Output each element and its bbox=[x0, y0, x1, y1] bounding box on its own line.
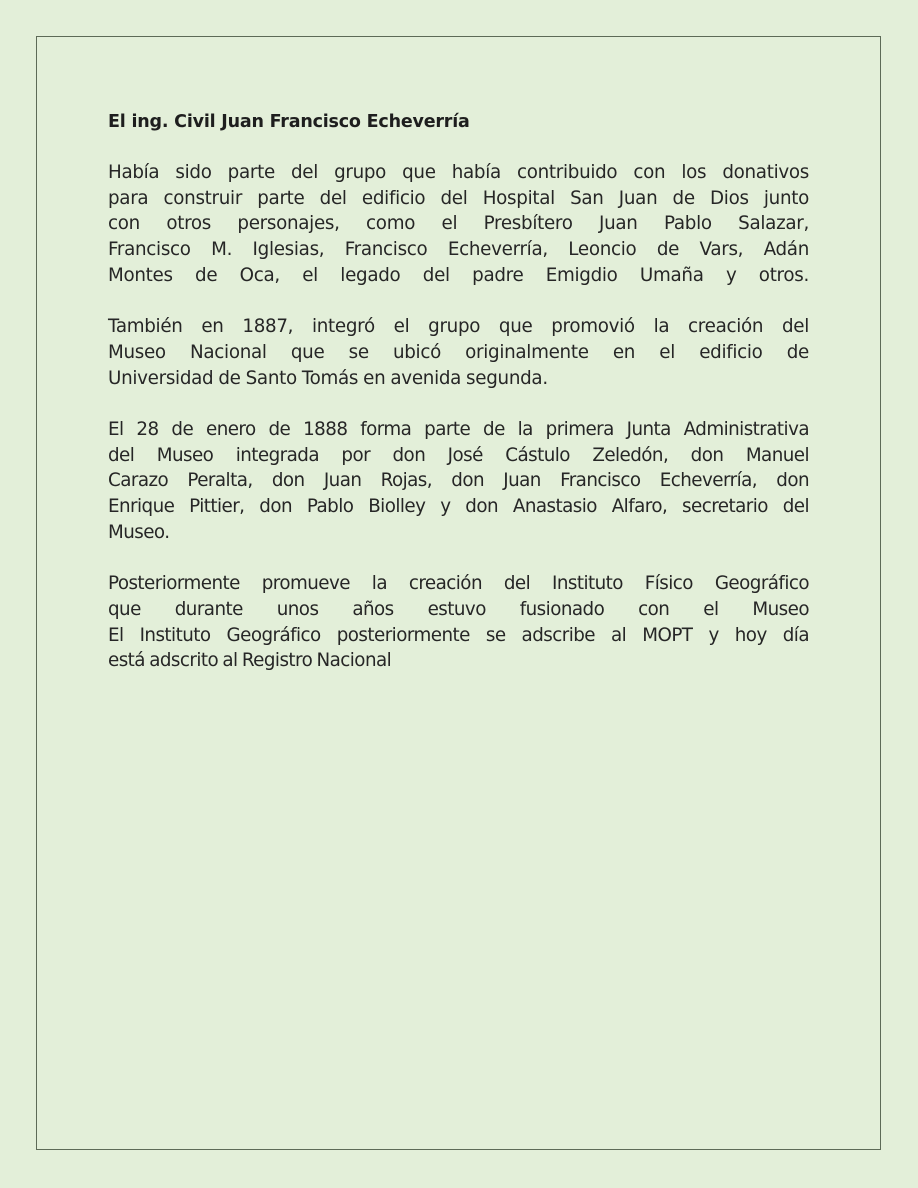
paragraph-line: que durante unos años estuvo fusionado con el Museo bbox=[108, 598, 809, 620]
document-body bbox=[108, 109, 809, 700]
paragraph-line: para construir parte del edificio del Hospital San Juan de Dios junto bbox=[108, 187, 809, 209]
paragraph-line: También en 1887, integró el grupo que promovió la creación del bbox=[108, 316, 809, 338]
paragraph-line: del Museo integrada por don José Cástulo Zeledón, don Manuel bbox=[108, 444, 809, 466]
paragraph-line: Enrique Pittier, don Pablo Biolley y don Anastasio Alfaro, secretario del bbox=[108, 496, 809, 518]
paragraph-line: Posteriormente promueve la creación del Instituto Físico Geográfico bbox=[108, 573, 809, 595]
paragraph-line: Museo. bbox=[108, 521, 170, 543]
paragraph-line: Museo Nacional que se ubicó originalmente en el edificio de bbox=[108, 341, 809, 363]
paragraph-line: está adscrito al Registro Nacional bbox=[108, 650, 392, 672]
paragraph-2 bbox=[108, 314, 809, 391]
paragraph-line: Universidad de Santo Tomás en avenida segunda. bbox=[108, 367, 548, 389]
paragraph-1 bbox=[108, 160, 809, 289]
paragraph-line: Montes de Oca, el legado del padre Emigdio Umaña y otros. bbox=[108, 264, 809, 286]
paragraph-4 bbox=[108, 571, 809, 674]
paragraph-3 bbox=[108, 417, 809, 546]
paragraph-line: Carazo Peralta, don Juan Rojas, don Juan Francisco Echeverría, don bbox=[108, 470, 809, 492]
document-title: El ing. Civil Juan Francisco Echeverría bbox=[108, 112, 470, 132]
paragraph-line: El Instituto Geográfico posteriormente se adscribe al MOPT y hoy día bbox=[108, 624, 809, 646]
paragraph-line: Francisco M. Iglesias, Francisco Echeverría, Leoncio de Vars, Adán bbox=[108, 239, 809, 261]
paragraph-line: El 28 de enero de 1888 forma parte de la primera Junta Administrativa bbox=[108, 419, 809, 440]
paragraph-line: con otros personajes, como el Presbítero Juan Pablo Salazar, bbox=[108, 213, 809, 235]
paragraph-line: Había sido parte del grupo que había contribuido con los donativos bbox=[108, 162, 809, 183]
